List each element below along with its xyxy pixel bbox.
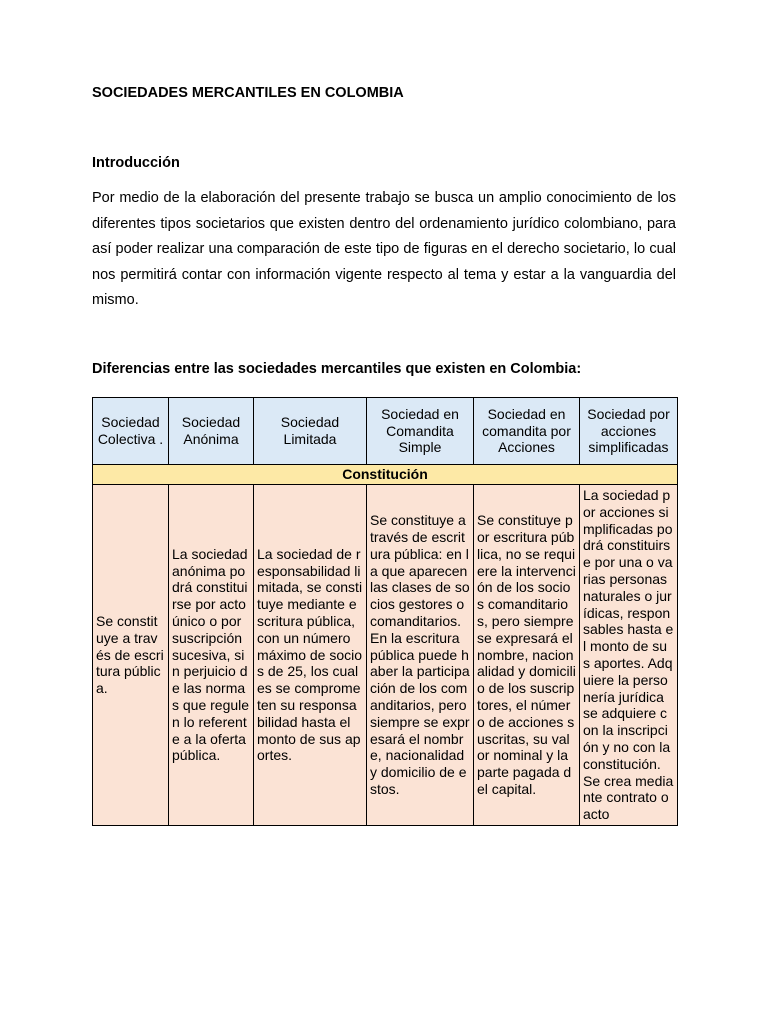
table-row — [93, 485, 678, 826]
header-sociedad-limitada: Sociedad Limitada — [254, 398, 367, 465]
header-comandita-acciones: Sociedad en comandita por Acciones — [474, 398, 580, 465]
intro-heading: Introducción — [92, 155, 180, 171]
cell-anonima: La sociedad anónima podrá constituirse por acto único o por suscripción sucesiva, sin perjuicio de las normas que regulen lo referente a la oferta pública. — [169, 485, 254, 826]
header-sociedad-anonima: Sociedad Anónima — [169, 398, 254, 465]
cell-limitada: La sociedad de responsabilidad limitada, se constituye mediante escritura pública, con un número máximo de socios de 25, los cuales se comprometen su responsabilidad hasta el monto de sus aportes. — [254, 485, 367, 826]
table-heading: Diferencias entre las sociedades mercantiles que existen en Colombia: — [92, 361, 582, 377]
cell-colectiva: Se constituye a través de escritura pública. — [93, 485, 169, 826]
cell-comandita-simple: Se constituye a través de escritura pública: en la que aparecen las clases de socios gestores o comanditarios. En la escritura pública puede haber la participación de los comanditarios, pero siempre se expresará el nombre, nacionalidad y domicilio de estos. — [367, 485, 474, 826]
document-title: SOCIEDADES MERCANTILES EN COLOMBIA — [92, 85, 404, 101]
cell-comandita-acciones: Se constituye por escritura pública, no se requiere la intervención de los socios comanditarios, pero siempre se expresará el nombre, nacionalidad y domicilio de los suscriptores, el número de acciones suscritas, su valor nominal y la parte pagada del capital. — [474, 485, 580, 826]
header-sas: Sociedad por acciones simplificadas — [580, 398, 678, 465]
cell-sas: La sociedad por acciones simplificadas podrá constituirse por una o varias personas naturales o jurídicas, responsables hasta el monto de sus aportes. Adquiere la personería jurídica se adquiere con la inscripción y no con la constitución. Se crea mediante contrato o acto — [580, 485, 678, 826]
section-row — [93, 465, 678, 485]
section-label-constitucion: Constitución — [93, 465, 678, 485]
header-comandita-simple: Sociedad en Comandita Simple — [367, 398, 474, 465]
comparison-table — [92, 397, 678, 826]
intro-paragraph: Por medio de la elaboración del presente trabajo se busca un amplio conocimiento de los diferentes tipos societarios que existen dentro del ordenamiento jurídico colombiano, para así poder realizar una comparación de este tipo de figuras en el derecho societario, lo cual nos permitirá contar con información vigente respecto al tema y estar a la vanguardia del mismo. — [92, 190, 676, 308]
header-sociedad-colectiva: Sociedad Colectiva . — [93, 398, 169, 465]
table-header-row — [93, 398, 678, 465]
